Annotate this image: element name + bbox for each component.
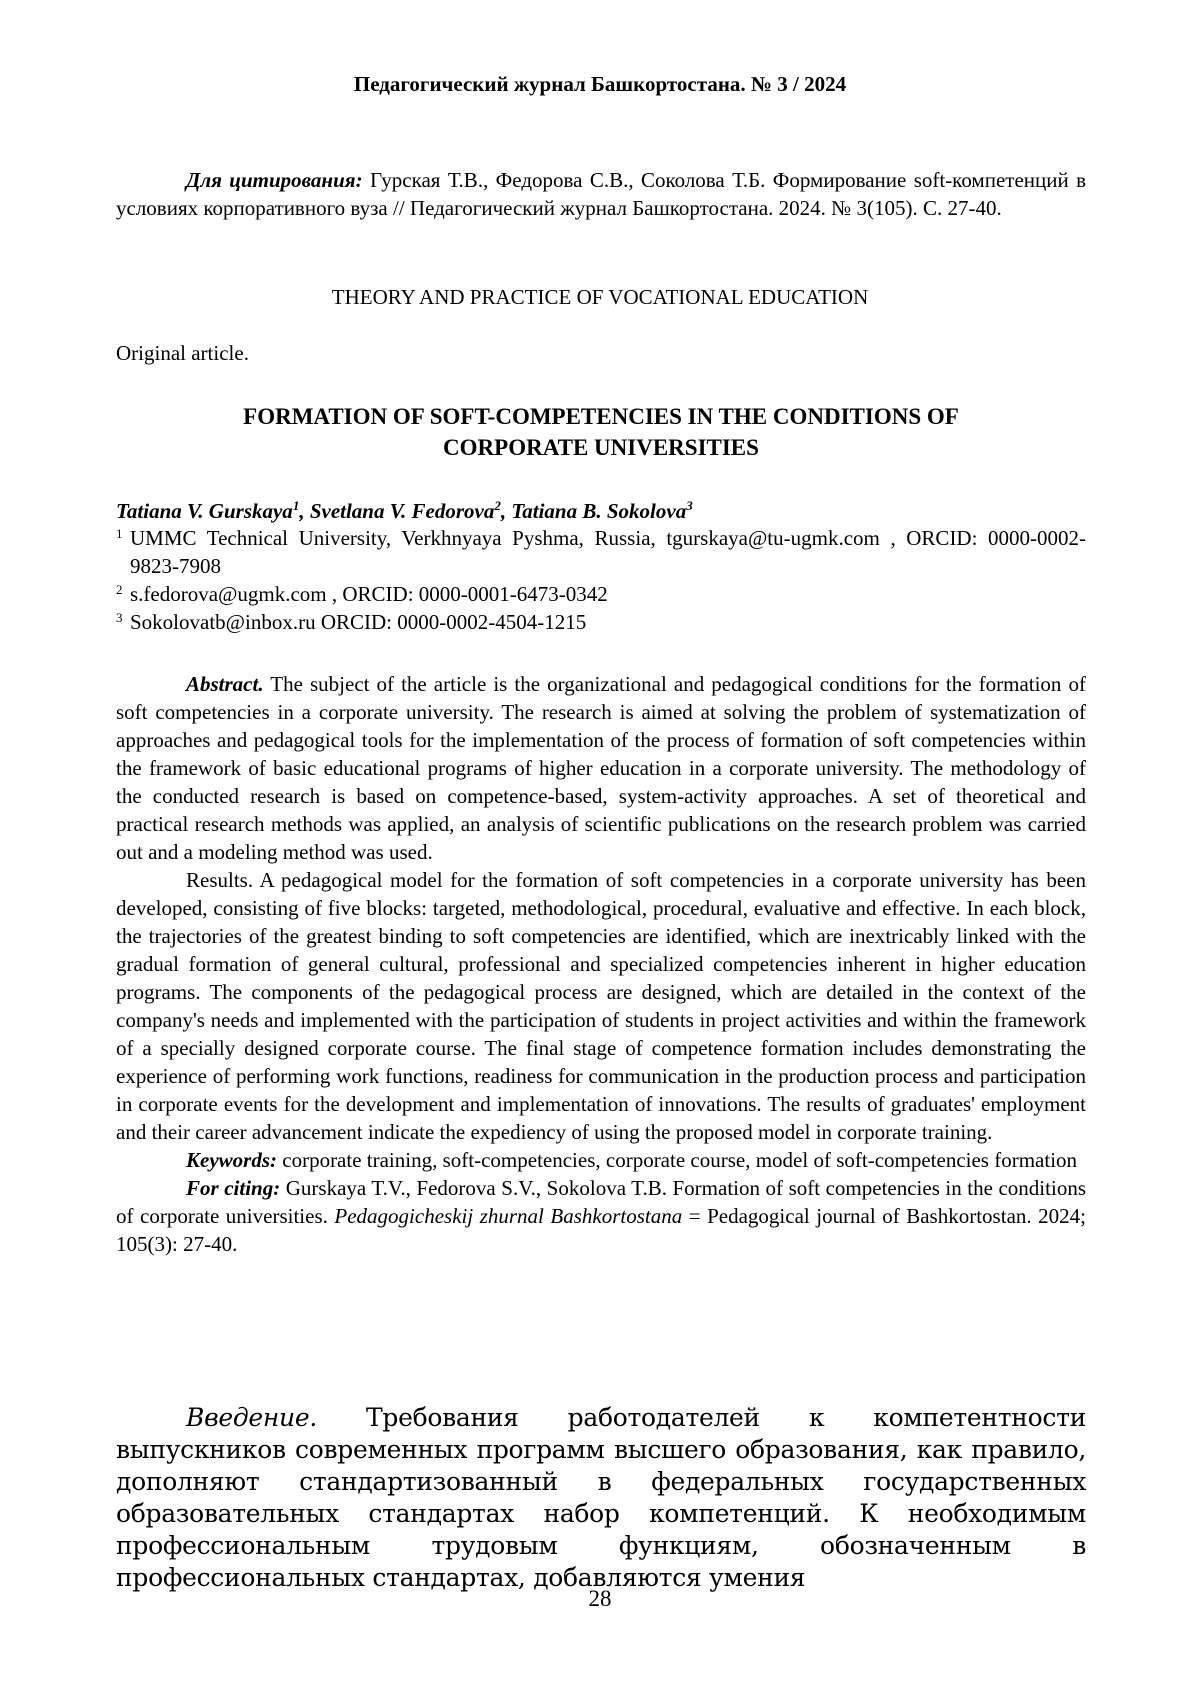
citing-end: = Pedagogical journal of Bashkortostan. 2024; 105(3): 27-40. <box>116 1204 1086 1256</box>
title-line-2: CORPORATE UNIVERSITIES <box>443 435 759 460</box>
affiliation-text: UMMC Technical University, Verkhnyaya Pyshma, Russia, tgurskaya@tu-ugmk.com , ORCID: 0000-0002-9823-7908 <box>130 526 1086 578</box>
keywords-text: corporate training, soft-competencies, corporate course, model of soft-competencies formation <box>277 1148 1078 1172</box>
citing-label: For citing: <box>186 1176 281 1200</box>
affiliation-2: 2 s.fedorova@ugmk.com , ORCID: 0000-0001-6473-0342 <box>116 582 608 606</box>
affiliations <box>116 524 1086 636</box>
intro-text: Требования работодателей к компетентности выпускников современных программ высшего образования, как правило, дополняют стандартизованный в федеральных государственных образовательных стандартах набор компетенций. К необходимым профессиональным трудовым функциям, обозначенным в профессиональных стандартах, добавляются умения <box>116 1403 1086 1592</box>
author-sup: 2 <box>494 498 501 513</box>
author-sup: 3 <box>686 498 693 513</box>
authors-line <box>116 497 1086 525</box>
author-name: Tatiana V. Gurskaya <box>116 499 293 523</box>
abstract-text: The subject of the article is the organizational and pedagogical conditions for the formation of soft competencies in a corporate university. The research is aimed at solving the problem of systematization of approaches and pedagogical tools for the implementation of the process of formation of soft competencies within the framework of basic educational programs of higher education in a corporate university. The methodology of the conducted research is based on competence-based, system-activity approaches. A set of theoretical and practical research methods was applied, an analysis of scientific publications on the research problem was carried out and a modeling method was used. <box>116 672 1086 864</box>
page-number: 28 <box>588 1586 612 1611</box>
author-sup: 1 <box>292 498 300 513</box>
affiliation-3: 3 Sokolovatb@inbox.ru ORCID: 0000-0002-4504-1215 <box>116 610 587 634</box>
affiliation-1: 1 UMMC Technical University, Verkhnyaya Pyshma, Russia, tgurskaya@tu-ugmk.com , ORCID: 0000-0002-9823-7908 <box>116 526 1086 578</box>
abstract-paragraph <box>116 670 1086 866</box>
keywords-paragraph <box>116 1146 1086 1174</box>
section-heading: THEORY AND PRACTICE OF VOCATIONAL EDUCATION <box>331 285 869 309</box>
citing-paragraph <box>116 1174 1086 1258</box>
citing-text: Gurskaya T.V., Fedorova S.V., Sokolova T.B. Formation of soft competencies in the conditions of corporate universities. <box>116 1176 1086 1228</box>
citation-ru-label: Для цитирования: <box>186 168 363 192</box>
results-paragraph: Results. A pedagogical model for the formation of soft competencies in a corporate university has been developed, consisting of five blocks: targeted, methodological, procedural, evaluative and effective. In each block, the trajectories of the greatest binding to soft competencies are identified, which are inextricably linked with the gradual formation of general cultural, professional and specialized competencies inherent in higher education programs. The components of the pedagogical process are designed, which are detailed in the context of the company's needs and implemented with the participation of students in project activities and within the framework of a specially designed corporate course. The final stage of competence formation includes demonstrating the experience of performing work functions, readiness for communication in the production process and participation in corporate events for the development and implementation of innovations. The results of graduates' employment and their career advancement indicate the expediency of using the proposed model in corporate training. <box>116 868 1086 1144</box>
affiliation-text: s.fedorova@ugmk.com , ORCID: 0000-0001-6473-0342 <box>130 582 608 606</box>
citation-ru <box>116 166 1086 222</box>
title-line-1: FORMATION OF SOFT-COMPETENCIES IN THE CONDITIONS OF <box>243 404 959 429</box>
keywords-label: Keywords: <box>186 1148 277 1172</box>
author-name: Tatiana B. Sokolova <box>511 499 687 523</box>
abstract-block <box>116 670 1086 1258</box>
citing-journal: Pedagogicheskij zhurnal Bashkortostana <box>334 1204 683 1228</box>
journal-header: Педагогический журнал Башкортостана. № 3 / 2024 <box>353 72 847 96</box>
author-sep: , <box>299 499 310 523</box>
author-sep: , <box>500 499 512 523</box>
introduction-paragraph <box>116 1402 1086 1594</box>
abstract-label: Abstract. <box>186 672 264 696</box>
article-type: Original article. <box>116 341 249 365</box>
affiliation-text: Sokolovatb@inbox.ru ORCID: 0000-0002-4504-1215 <box>130 610 587 634</box>
intro-label: Введение. <box>186 1403 317 1432</box>
article-title <box>116 401 1086 463</box>
citation-ru-text: Гурская Т.В., Федорова С.В., Соколова Т.Б. Формирование soft-компетенций в условиях корпоративного вуза // Педагогический журнал Башкортостана. 2024. № 3(105). С. 27-40. <box>116 168 1086 220</box>
author-name: Svetlana V. Fedorova <box>309 499 495 523</box>
